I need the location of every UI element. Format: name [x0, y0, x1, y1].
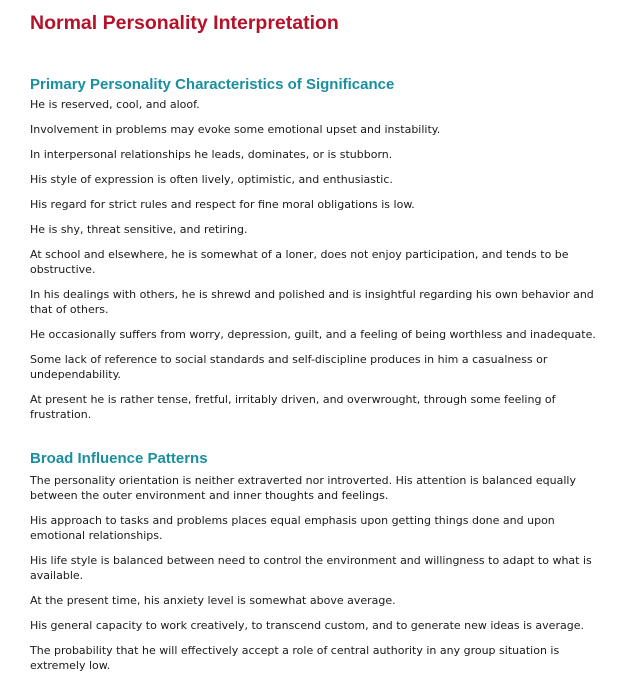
broad-item: At the present time, his anxiety level is somewhat above average. [30, 594, 396, 607]
broad-item: His approach to tasks and problems places equal emphasis upon getting things done and upon emotional relationships. [30, 514, 555, 542]
page-title: Normal Personality Interpretation [30, 12, 339, 34]
primary-item: He is reserved, cool, and aloof. [30, 98, 200, 111]
primary-item: His style of expression is often lively, optimistic, and enthusiastic. [30, 173, 393, 186]
broad-item: The probability that he will effectively accept a role of central authority in any group situation is extremely low. [30, 644, 560, 672]
broad-influence-section [30, 449, 605, 673]
primary-item: At present he is rather tense, fretful, irritably driven, and overwrought, through some feeling of frustration. [30, 393, 556, 421]
primary-item: Some lack of reference to social standards and self-discipline produces in him a casualness or undependability. [30, 353, 548, 381]
primary-item: In his dealings with others, he is shrewd and polished and is insightful regarding his own behavior and that of others. [30, 288, 594, 316]
primary-item: He is shy, threat sensitive, and retiring. [30, 223, 248, 236]
primary-item: His regard for strict rules and respect for fine moral obligations is low. [30, 198, 415, 211]
broad-item: The personality orientation is neither extraverted nor introverted. His attention is balanced equally between the outer environment and inner thoughts and feelings. [30, 474, 576, 502]
primary-item: In interpersonal relationships he leads, dominates, or is stubborn. [30, 148, 393, 161]
broad-item: His general capacity to work creatively, to transcend custom, and to generate new ideas is average. [30, 619, 584, 632]
primary-item: Involvement in problems may evoke some emotional upset and instability. [30, 123, 441, 136]
primary-characteristics-heading: Primary Personality Characteristics of Significance [30, 76, 395, 93]
broad-item: His life style is balanced between need to control the environment and willingness to adapt to what is available. [30, 554, 592, 582]
primary-item: At school and elsewhere, he is somewhat of a loner, does not enjoy participation, and tends to be obstructive. [30, 248, 569, 276]
primary-item: He occasionally suffers from worry, depression, guilt, and a feeling of being worthless and inadequate. [30, 328, 596, 341]
broad-influence-heading: Broad Influence Patterns [30, 450, 208, 467]
primary-characteristics-section [30, 75, 605, 422]
